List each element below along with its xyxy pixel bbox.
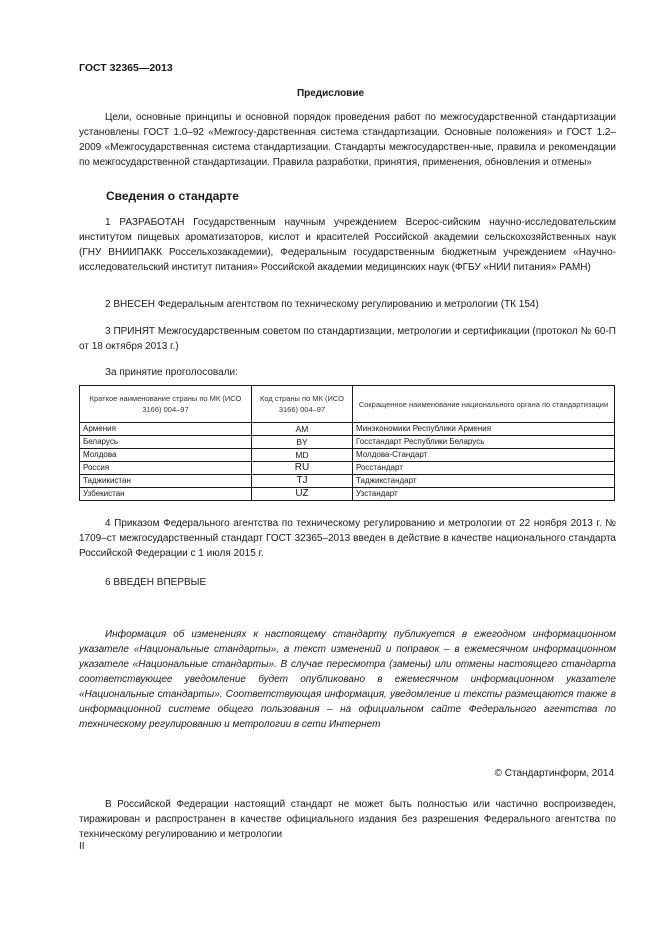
country-code: AM bbox=[252, 423, 353, 436]
table-row bbox=[80, 462, 615, 475]
standard-info-heading: Сведения о стандарте bbox=[106, 189, 239, 203]
info-item-6: 6 ВВЕДЕН ВПЕРВЫЕ bbox=[105, 577, 207, 588]
country-name: Узбекистан bbox=[80, 488, 252, 501]
table-row bbox=[80, 436, 615, 449]
column-header-country: Краткое наименование страны по МК (ИСО 3166) 004–97 bbox=[80, 386, 252, 423]
column-header-code: Код страны по МК (ИСО 3166) 004–97 bbox=[252, 386, 353, 423]
country-code: BY bbox=[252, 436, 353, 449]
preface-text: Цели, основные принципы и основной порядок проведения работ по межгосударственной стандартизации установлены ГОСТ 1.0–92 «Межгосу-дарственная система стандартизации. Основные положения» и ГОСТ 1.2–2009 «Межгосударственная система стандартизации. Стандарты межгосударствен-ные, правила и рекомендации по межгосударственной стандартизации. Правила разработки, принятия, применения, обновления и отмены» bbox=[79, 112, 616, 168]
standards-body: Узстандарт bbox=[353, 488, 615, 501]
vote-intro: За принятие проголосовали: bbox=[105, 367, 238, 378]
info-item-2: 2 ВНЕСЕН Федеральным агентством по техническому регулированию и метрологии (ТК 154) bbox=[105, 299, 539, 310]
copyright-notice: © Стандартинформ, 2014 bbox=[494, 768, 614, 779]
standards-body: Молдова-Стандарт bbox=[353, 449, 615, 462]
standards-body: Таджикстандарт bbox=[353, 475, 615, 488]
document-id-header: ГОСТ 32365—2013 bbox=[79, 62, 173, 74]
country-name: Молдова bbox=[80, 449, 252, 462]
amendments-notice: Информация об изменениях к настоящему стандарту публикуется в ежегодном информационном указателе «Национальные стандарты», а текст изменений и поправок – в ежемесячном информационном указателе «Национальные стандарты». В случае пересмотра (замены) или отмены настоящего стандарта соответствующее уведомление будет опубликовано в ежемесячном информационном указателе «Национальные стандарты». Соответствующая информация, уведомление и тексты размещаются также в информационной системе общего пользования – на официальном сайте Федерального агентства по техническому регулированию и метрологии в сети Интернет bbox=[79, 629, 616, 730]
standards-body: Госстандарт Республики Беларусь bbox=[353, 436, 615, 449]
country-code: MD bbox=[252, 449, 353, 462]
standards-body: Росстандарт bbox=[353, 462, 615, 475]
info-item-3: 3 ПРИНЯТ Межгосударственным советом по стандартизации, метрологии и сертификации (протокол № 60-П от 18 октября 2013 г.) bbox=[79, 326, 616, 352]
table-row bbox=[80, 449, 615, 462]
info-item-4: 4 Приказом Федерального агентства по техническому регулированию и метрологии от 22 ноября 2013 г. № 1709–ст межгосударственный стандарт ГОСТ 32365–2013 введен в действие в качестве национального стандарта Российской Федерации с 1 июля 2015 г. bbox=[79, 518, 616, 559]
country-name: Таджикистан bbox=[80, 475, 252, 488]
info-item-1: 1 РАЗРАБОТАН Государственным научным учреждением Всерос-сийским научно-исследовательским институтом пищевых ароматизаторов, кислот и красителей Российской академии сельскохозяйственных наук (ГНУ ВНИИПАКК Россельхозакадемии), Федеральным государственным бюджетным учреждением «Научно-исследовательский институт питания» Российской академии медицинских наук (ФГБУ «НИИ питания» РАМН) bbox=[79, 217, 616, 273]
country-code: UZ bbox=[252, 488, 353, 501]
reproduction-notice: В Российской Федерации настоящий стандарт не может быть полностью или частично воспроизведен, тиражирован и распространен в качестве официального издания без разрешения Федерального агентства по техническому регулированию и метрологии bbox=[79, 799, 616, 840]
column-header-standards-body: Сокращенное наименование национального органа по стандартизации bbox=[353, 386, 615, 423]
country-code: RU bbox=[252, 462, 353, 475]
standards-body: Минэкономики Республики Армения bbox=[353, 423, 615, 436]
country-name: Армения bbox=[80, 423, 252, 436]
table-row bbox=[80, 423, 615, 436]
country-name: Россия bbox=[80, 462, 252, 475]
table-header-row bbox=[80, 386, 615, 423]
preface-title: Предисловие bbox=[296, 88, 365, 99]
table-row bbox=[80, 488, 615, 501]
page-number: II bbox=[79, 841, 85, 852]
voting-countries-table bbox=[79, 385, 615, 501]
table-row bbox=[80, 475, 615, 488]
country-code: TJ bbox=[252, 475, 353, 488]
country-name: Беларусь bbox=[80, 436, 252, 449]
